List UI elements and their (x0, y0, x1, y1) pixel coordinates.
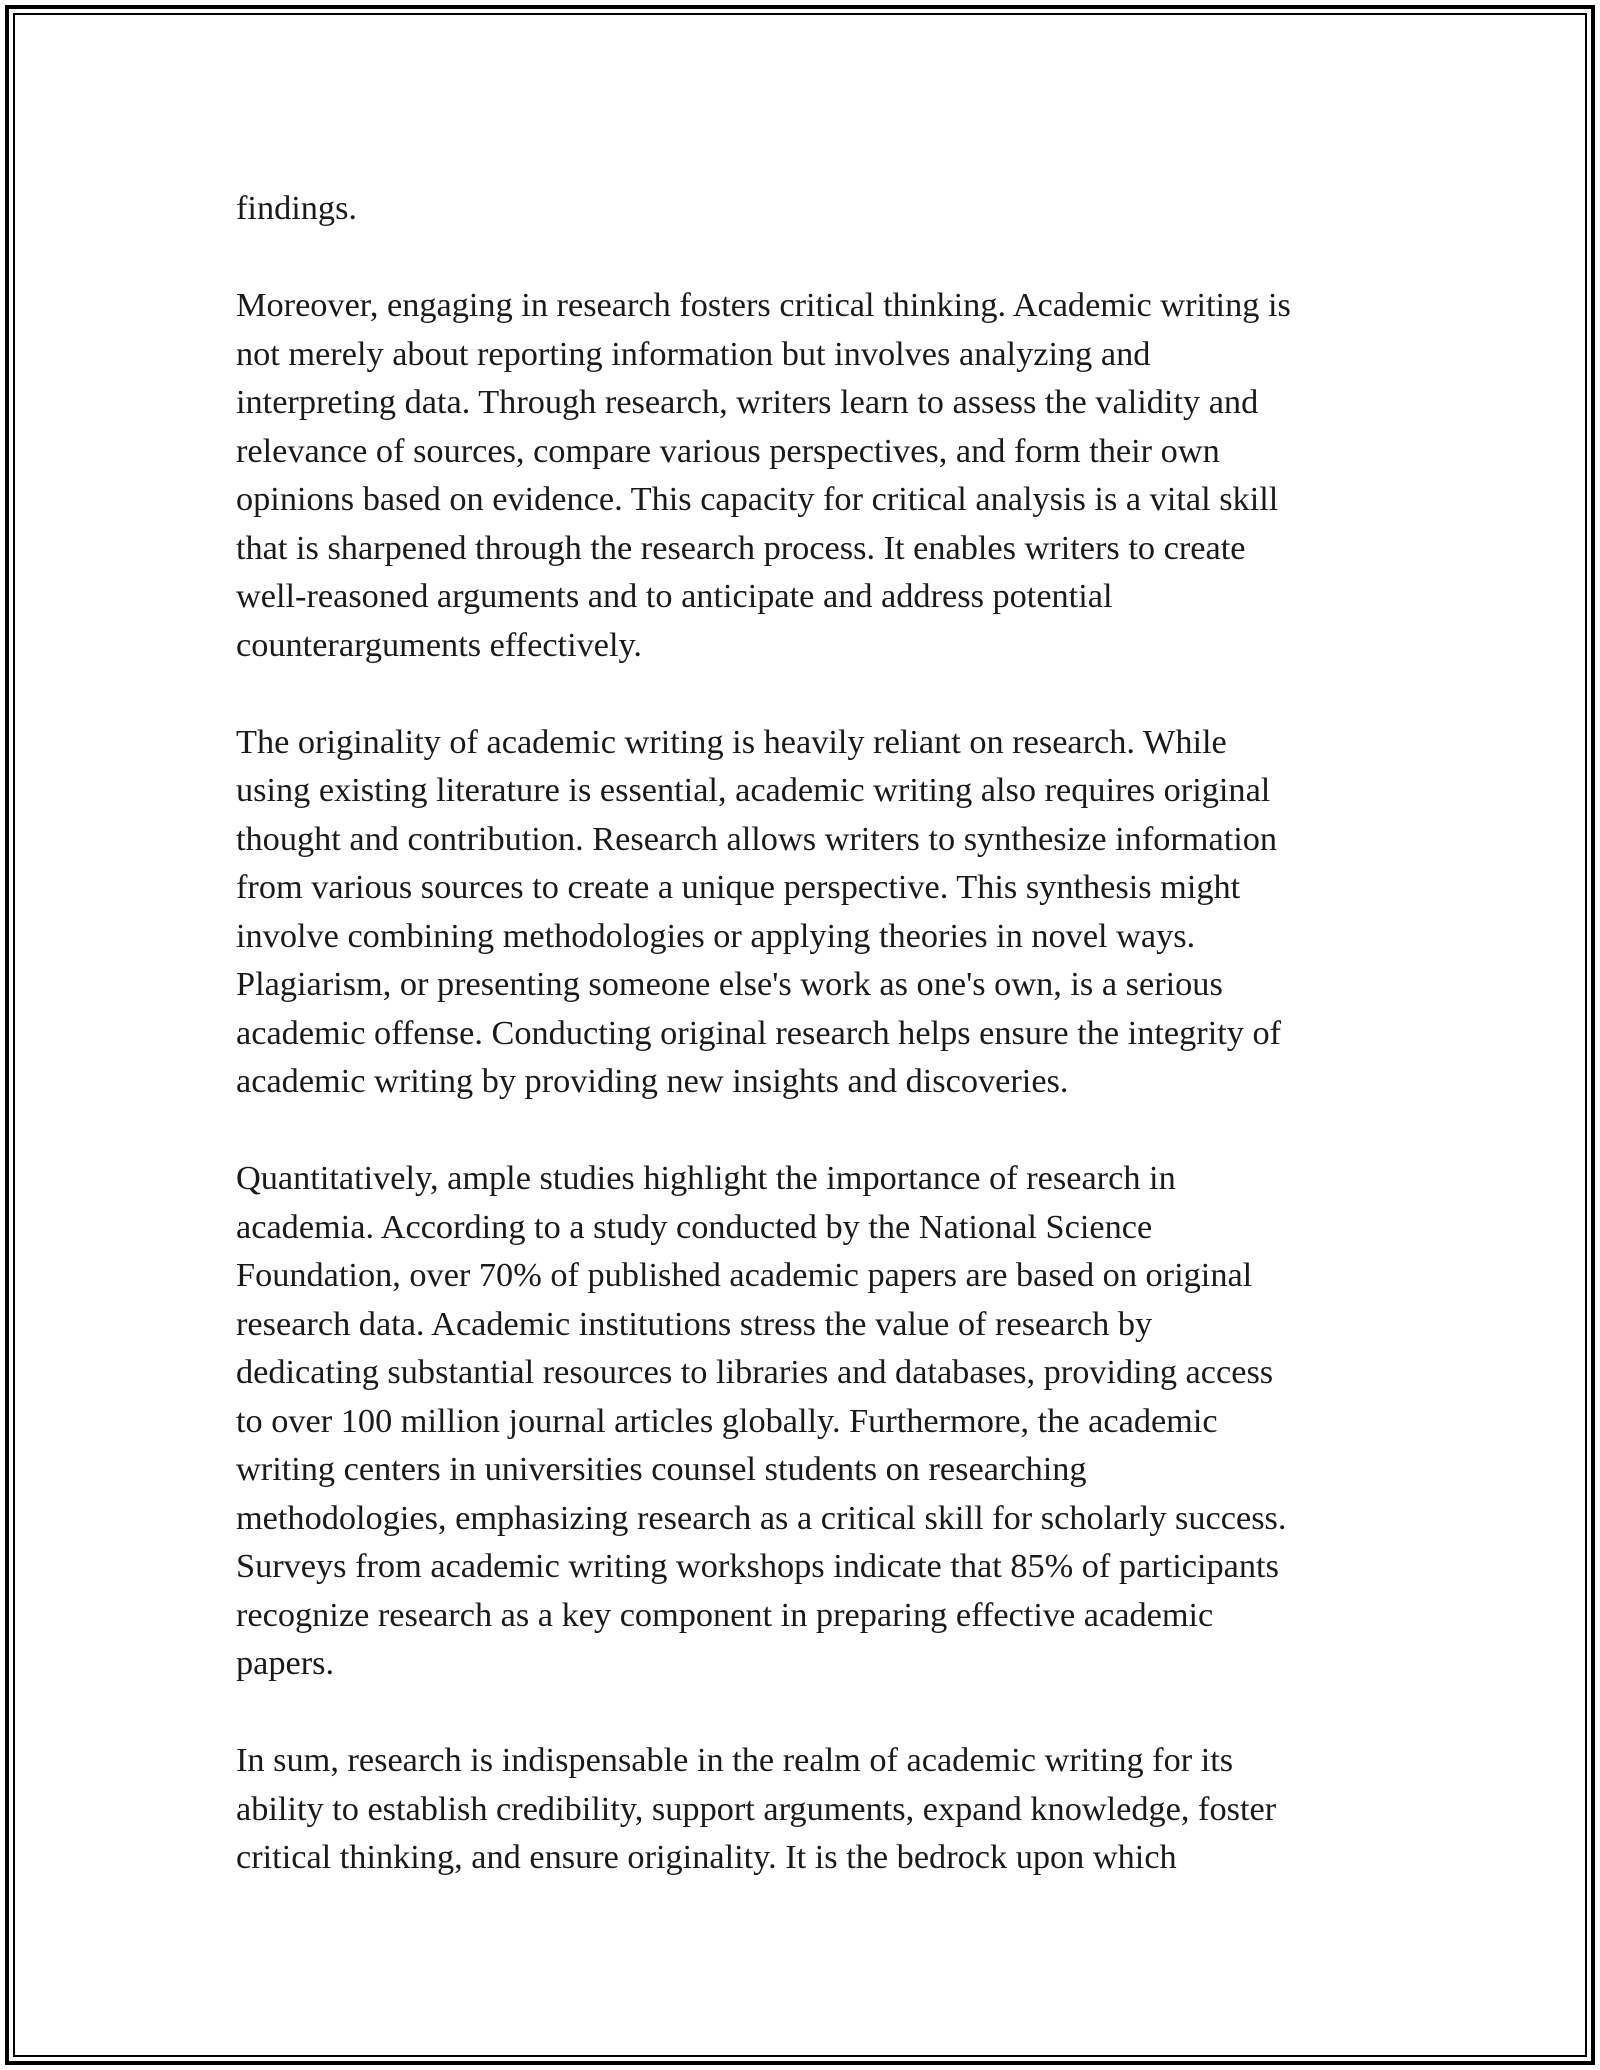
text-line: papers. (236, 1644, 335, 1682)
text-line: Plagiarism, or presenting someone else's work as one's own, is a serious (236, 965, 1223, 1003)
paragraph-critical-thinking (236, 281, 1396, 669)
text-line: Foundation, over 70% of published academic papers are based on original (236, 1256, 1253, 1294)
text-line: involve combining methodologies or applying theories in novel ways. (236, 916, 1196, 955)
text-line: opinions based on evidence. This capacity for critical analysis is a vital skill (236, 480, 1279, 518)
text-line: Surveys from academic writing workshops indicate that 85% of participants (236, 1547, 1279, 1585)
text-line: The originality of academic writing is heavily reliant on research. While (236, 722, 1227, 761)
text-line: research data. Academic institutions stress the value of research by (236, 1304, 1153, 1343)
paragraph-quantitative (236, 1154, 1396, 1688)
paragraph-originality (236, 718, 1396, 1106)
text-line: academia. According to a study conducted by the National Science (236, 1207, 1153, 1246)
text-line: thought and contribution. Research allows writers to synthesize information (236, 819, 1278, 858)
text-line: In sum, research is indispensable in the realm of academic writing for its (236, 1741, 1234, 1779)
text-line: recognize research as a key component in preparing effective academic (236, 1595, 1214, 1634)
document-body (236, 184, 1396, 1930)
text-line: academic offense. Conducting original research helps ensure the integrity of (236, 1013, 1282, 1052)
text-line: dedicating substantial resources to libraries and databases, providing access (236, 1353, 1274, 1391)
paragraph-continuation (236, 184, 1396, 233)
text-line: academic writing by providing new insights and discoveries. (236, 1062, 1069, 1100)
paragraph-conclusion (236, 1736, 1396, 1882)
text-line: Moreover, engaging in research fosters critical thinking. Academic writing is (236, 286, 1291, 324)
text-line: findings. (236, 189, 357, 227)
text-line: methodologies, emphasizing research as a critical skill for scholarly success. (236, 1498, 1287, 1537)
text-line: writing centers in universities counsel students on researching (236, 1450, 1087, 1488)
text-line: critical thinking, and ensure originality. It is the bedrock upon which (236, 1838, 1177, 1876)
text-line: to over 100 million journal articles globally. Furthermore, the academic (236, 1401, 1218, 1440)
text-line: ability to establish credibility, support arguments, expand knowledge, foster (236, 1789, 1277, 1828)
text-line: not merely about reporting information but involves analyzing and (236, 334, 1151, 373)
text-line: Quantitatively, ample studies highlight the importance of research in (236, 1159, 1176, 1197)
text-line: counterarguments effectively. (236, 625, 643, 664)
text-line: that is sharpened through the research process. It enables writers to create (236, 528, 1246, 567)
text-line: relevance of sources, compare various perspectives, and form their own (236, 431, 1220, 470)
text-line: from various sources to create a unique perspective. This synthesis might (236, 868, 1241, 906)
text-line: well-reasoned arguments and to anticipate and address potential (236, 577, 1113, 615)
text-line: interpreting data. Through research, writers learn to assess the validity and (236, 383, 1259, 421)
text-line: using existing literature is essential, academic writing also requires original (236, 771, 1271, 809)
